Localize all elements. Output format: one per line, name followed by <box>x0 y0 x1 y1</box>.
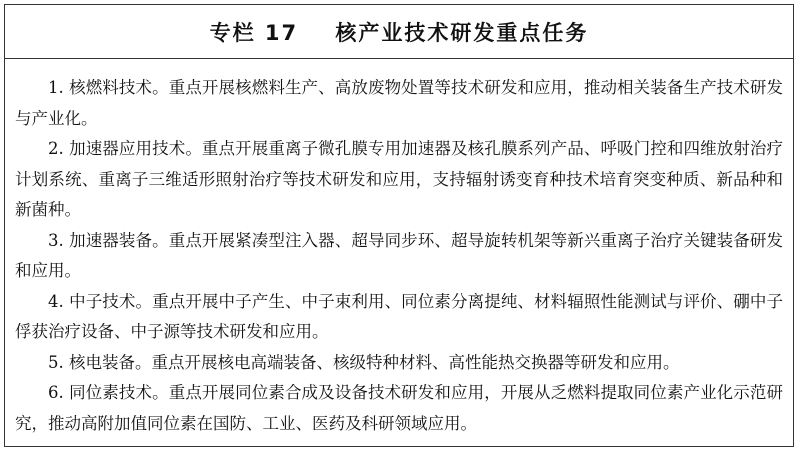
task-item-isotope-technology: 6. 同位素技术。重点开展同位素合成及设备技术研发和应用，开展从乏燃料提取同位素产业化示范研究，推动高附加值同位素在国防、工业、医药及科研领域应用。 <box>15 383 783 433</box>
task-item-accelerator-equipment: 3. 加速器装备。重点开展紧凑型注入器、超导同步环、超导旋转机架等新兴重离子治疗关键装备研发和应用。 <box>15 230 783 280</box>
task-item-nuclear-power-equipment: 5. 核电装备。重点开展核电高端装备、核级特种材料、高性能热交换器等研发和应用。 <box>48 352 680 372</box>
task-item-accelerator-application: 2. 加速器应用技术。重点开展重离子微孔膜专用加速器及核孔膜系列产品、呼吸门控和四维放射治疗计划系统、重离子三维适形照射治疗等技术研发和应用，支持辐射诱变育种技术培育突变种质、新品种和新菌种。 <box>15 139 783 219</box>
task-item-nuclear-fuel: 1. 核燃料技术。重点开展核燃料生产、高放废物处置等技术研发和应用，推动相关装备生产技术研发与产业化。 <box>15 78 783 128</box>
title-bar <box>5 5 793 59</box>
task-item-neutron-technology: 4. 中子技术。重点开展中子产生、中子束利用、同位素分离提纯、材料辐照性能测试与评价、硼中子俘获治疗设备、中子源等技术研发和应用。 <box>15 291 783 341</box>
column-box <box>4 4 794 447</box>
column-title: 专栏 17 核产业技术研发重点任务 <box>209 20 589 45</box>
column-content <box>5 59 793 439</box>
